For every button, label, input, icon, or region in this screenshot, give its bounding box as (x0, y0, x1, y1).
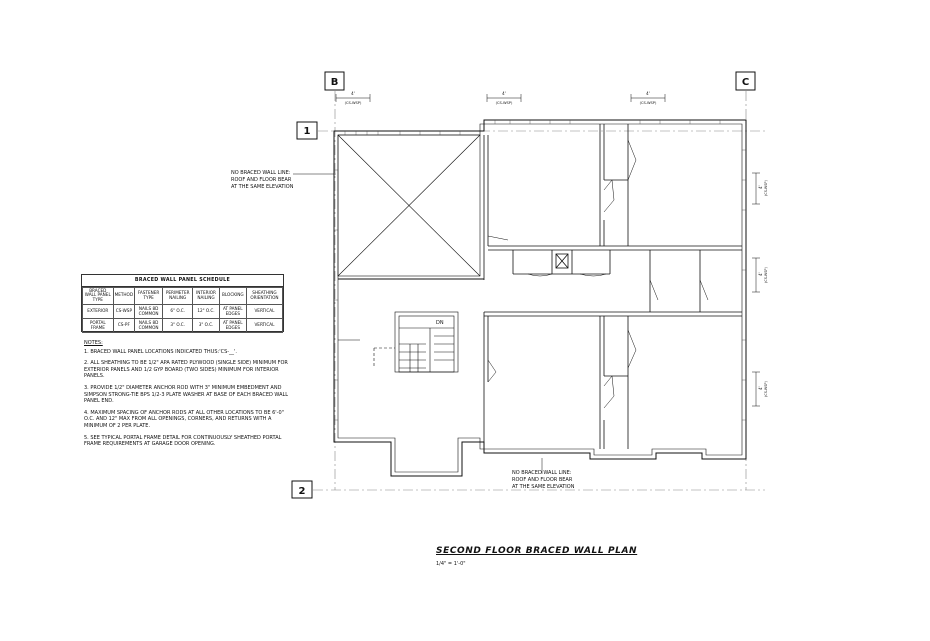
interior-walls (484, 124, 742, 449)
schedule-cell: CS-PF (113, 319, 135, 333)
panel-len-5: 4' (758, 272, 763, 276)
schedule-cell: VERTICAL (246, 319, 282, 333)
note-bottom-line1: NO BRACED WALL LINE: (512, 470, 572, 476)
notes-heading: NOTES: (84, 340, 103, 346)
note-top-line2: ROOF AND FLOOR BEAR (231, 177, 292, 183)
grid-label-b: B (330, 77, 339, 88)
grid-bubble-1 (297, 122, 317, 139)
schedule-cell: PORTAL FRAME (83, 319, 114, 333)
note-item: 4. MAXIMUM SPACING OF ANCHOR RODS AT ALL OTHER LOCATIONS TO BE 6'-0" O.C. AND 12" MAX FROM ALL OPENINGS, CORNERS, AND RETURNS WITH A MINIMUM OF 2 PER PLATE. (84, 409, 284, 429)
note-item: 5. SEE TYPICAL PORTAL FRAME DETAIL FOR CONTINUOUSLY SHEATHED PORTAL FRAME REQUIREMENTS AT GARAGE DOOR OPENING. (84, 434, 282, 448)
grid-bubble-b (325, 72, 344, 90)
stair-direction: DN (436, 320, 444, 326)
grid-label-1: 1 (303, 126, 311, 137)
grid-label-2: 2 (298, 486, 306, 497)
grid-label-c: C (741, 77, 750, 88)
note-item: 1. BRACED WALL PANEL LOCATIONS INDICATED THUS:'CS-__'. (84, 348, 238, 355)
schedule-row (83, 305, 283, 319)
schedule-header: SHEATHING ORIENTATION (246, 287, 282, 304)
note-top-line1: NO BRACED WALL LINE: (231, 170, 291, 176)
note-bottom-line3: AT THE SAME ELEVATION (512, 484, 575, 490)
schedule-cell: EXTERIOR (83, 305, 114, 319)
note-leaders (293, 174, 542, 474)
schedule-header: METHOD (113, 287, 135, 304)
panel-len-2: 4' (502, 91, 506, 96)
panel-code-5: (CS-WSP) (764, 267, 768, 283)
schedule-cell: 6" O.C. (163, 305, 193, 319)
panel-len-4: 4' (758, 185, 763, 189)
schedule-cell: 12" O.C. (193, 305, 219, 319)
schedule-cell: AT PANEL EDGES (219, 319, 246, 333)
schedule-header: BLOCKING (219, 287, 246, 304)
schedule-header: INTERIOR NAILING (193, 287, 219, 304)
braced-wall-panel-schedule (81, 274, 284, 332)
panel-code-6: (CS-WSP) (764, 381, 768, 397)
note-top-line3: AT THE SAME ELEVATION (231, 184, 294, 190)
schedule-cell: CS-WSP (113, 305, 135, 319)
panel-code-4: (CS-WSP) (764, 180, 768, 196)
note-item: 3. PROVIDE 1/2" DIAMETER ANCHOR ROD WITH 3" MINIMUM EMBEDMENT AND SIMPSON STRONG-TIE BPS 1/2-3 PLATE WASHER AT BASE OF EACH BRACED WALL PANEL END. (84, 384, 289, 405)
schedule-table (82, 287, 283, 333)
schedule-title: BRACED WALL PANEL SCHEDULE (82, 275, 283, 287)
schedule-cell: AT PANEL EDGES (219, 305, 246, 319)
panel-dims-right (752, 173, 760, 406)
panel-code-1: (CS-WSP) (344, 101, 362, 105)
exterior-walls (334, 120, 746, 476)
panel-len-1: 4' (351, 91, 355, 96)
schedule-cell: 3" O.C. (193, 319, 219, 333)
drawing-title: SECOND FLOOR BRACED WALL PLAN (436, 546, 638, 556)
schedule-row (83, 319, 283, 333)
panel-len-3: 4' (646, 91, 650, 96)
schedule-header: BRACED WALL PANEL TYPE (83, 287, 114, 304)
schedule-cell: 3" O.C. (163, 319, 193, 333)
schedule-cell: NAILS 8D COMMON (135, 319, 163, 333)
open-to-below (338, 135, 484, 279)
general-notes (84, 340, 294, 453)
schedule-cell: VERTICAL (246, 305, 282, 319)
grid-bubble-2 (292, 481, 312, 498)
note-item: 2. ALL SHEATHING TO BE 1/2" APA RATED PLYWOOD (SINGLE SIDE) MINIMUM FOR EXTERIOR PANELS AND 1/2 GYP BOARD (TWO SIDES) MINIMUM FOR INTERIOR PANELS. (84, 360, 288, 380)
schedule-header-row (83, 287, 283, 304)
note-bottom-line2: ROOF AND FLOOR BEAR (512, 477, 573, 483)
schedule-cell: NAILS 8D COMMON (135, 305, 163, 319)
wall-hatching (334, 120, 746, 420)
panel-len-6: 4' (758, 386, 763, 390)
panel-code-2: (CS-WSP) (495, 101, 513, 105)
drawing-scale: 1/4" = 1'-0" (436, 561, 466, 567)
panel-code-3: (CS-WSP) (639, 101, 657, 105)
schedule-header: PERIMETER NAILING (163, 287, 193, 304)
grid-lines (313, 91, 765, 490)
grid-bubble-c (736, 72, 755, 90)
schedule-header: FASTENER TYPE (135, 287, 163, 304)
